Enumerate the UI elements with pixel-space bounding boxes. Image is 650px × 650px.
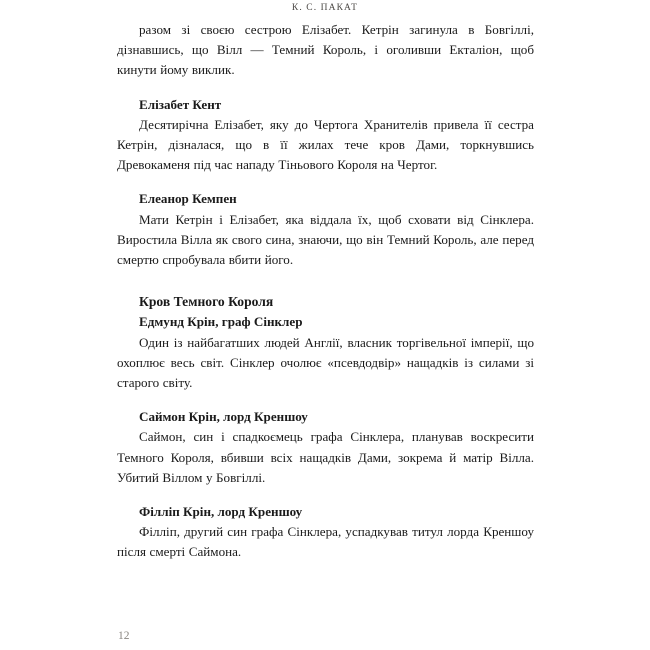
entry-body-phillip-creen: Філліп, другий син графа Сінклера, успадкував титул лорда Креншоу після смерті Саймона. [117,524,534,560]
section-spacer [117,270,534,292]
entry-heading-simon-creen: Саймон Крін, лорд Креншоу [139,409,308,425]
page-number: 12 [118,630,130,642]
entry-heading-eleanor-kempen: Елеанор Кемпен [139,191,237,207]
paragraph-spacer [117,488,534,502]
entry-body-edmund-creen: Один із найбагатших людей Англії, власник торгівельної імперії, що охоплює весь світ. Сінклер очолює «псевдодвір» нащадків із силами зі старого світу. [117,334,534,391]
entry-heading-phillip-creen: Філліп Крін, лорд Креншоу [139,504,303,520]
continued-paragraph: разом зі своєю сестрою Елізабет. Кетрін загинула в Бовгіллі, дізнавшись, що Вілл — Темний Король, і оголивши Екталіон, щоб кинути йому виклик. [117,22,534,78]
section-heading-blood-of-the-dark-king: Кров Темного Короля [139,294,274,310]
entry-heading-edmund-creen: Едмунд Крін, граф Сінклер [139,314,303,330]
running-head: К. С. ПАКАТ [291,3,359,13]
page-text-block [117,20,534,563]
entry-heading-elizabeth-kent: Елізабет Кент [139,96,222,112]
paragraph-spacer [117,393,534,407]
paragraph-spacer [117,175,534,189]
entry-body-simon-creen: Саймон, син і спадкоємець графа Сінклера, планував воскресити Темного Короля, вбивши всіх нащадків Дами, зокрема й матір Вілла. Убитий Віллом у Бовгіллі. [117,429,534,485]
paragraph-spacer [117,81,534,95]
entry-body-elizabeth-kent: Десятирічна Елізабет, яку до Чертога Хранителів привела її сестра Кетрін, дізналася, що в її жилах тече кров Дами, торкнувшись Древокаменя під час нападу Тіньового Короля на Чертог. [117,116,534,173]
entry-body-eleanor-kempen: Мати Кетрін і Елізабет, яка віддала їх, щоб сховати від Сінклера. Виростила Вілла як свого сина, знаючи, що він Темний Король, але перед смертю спробувала вбити його. [117,211,534,268]
